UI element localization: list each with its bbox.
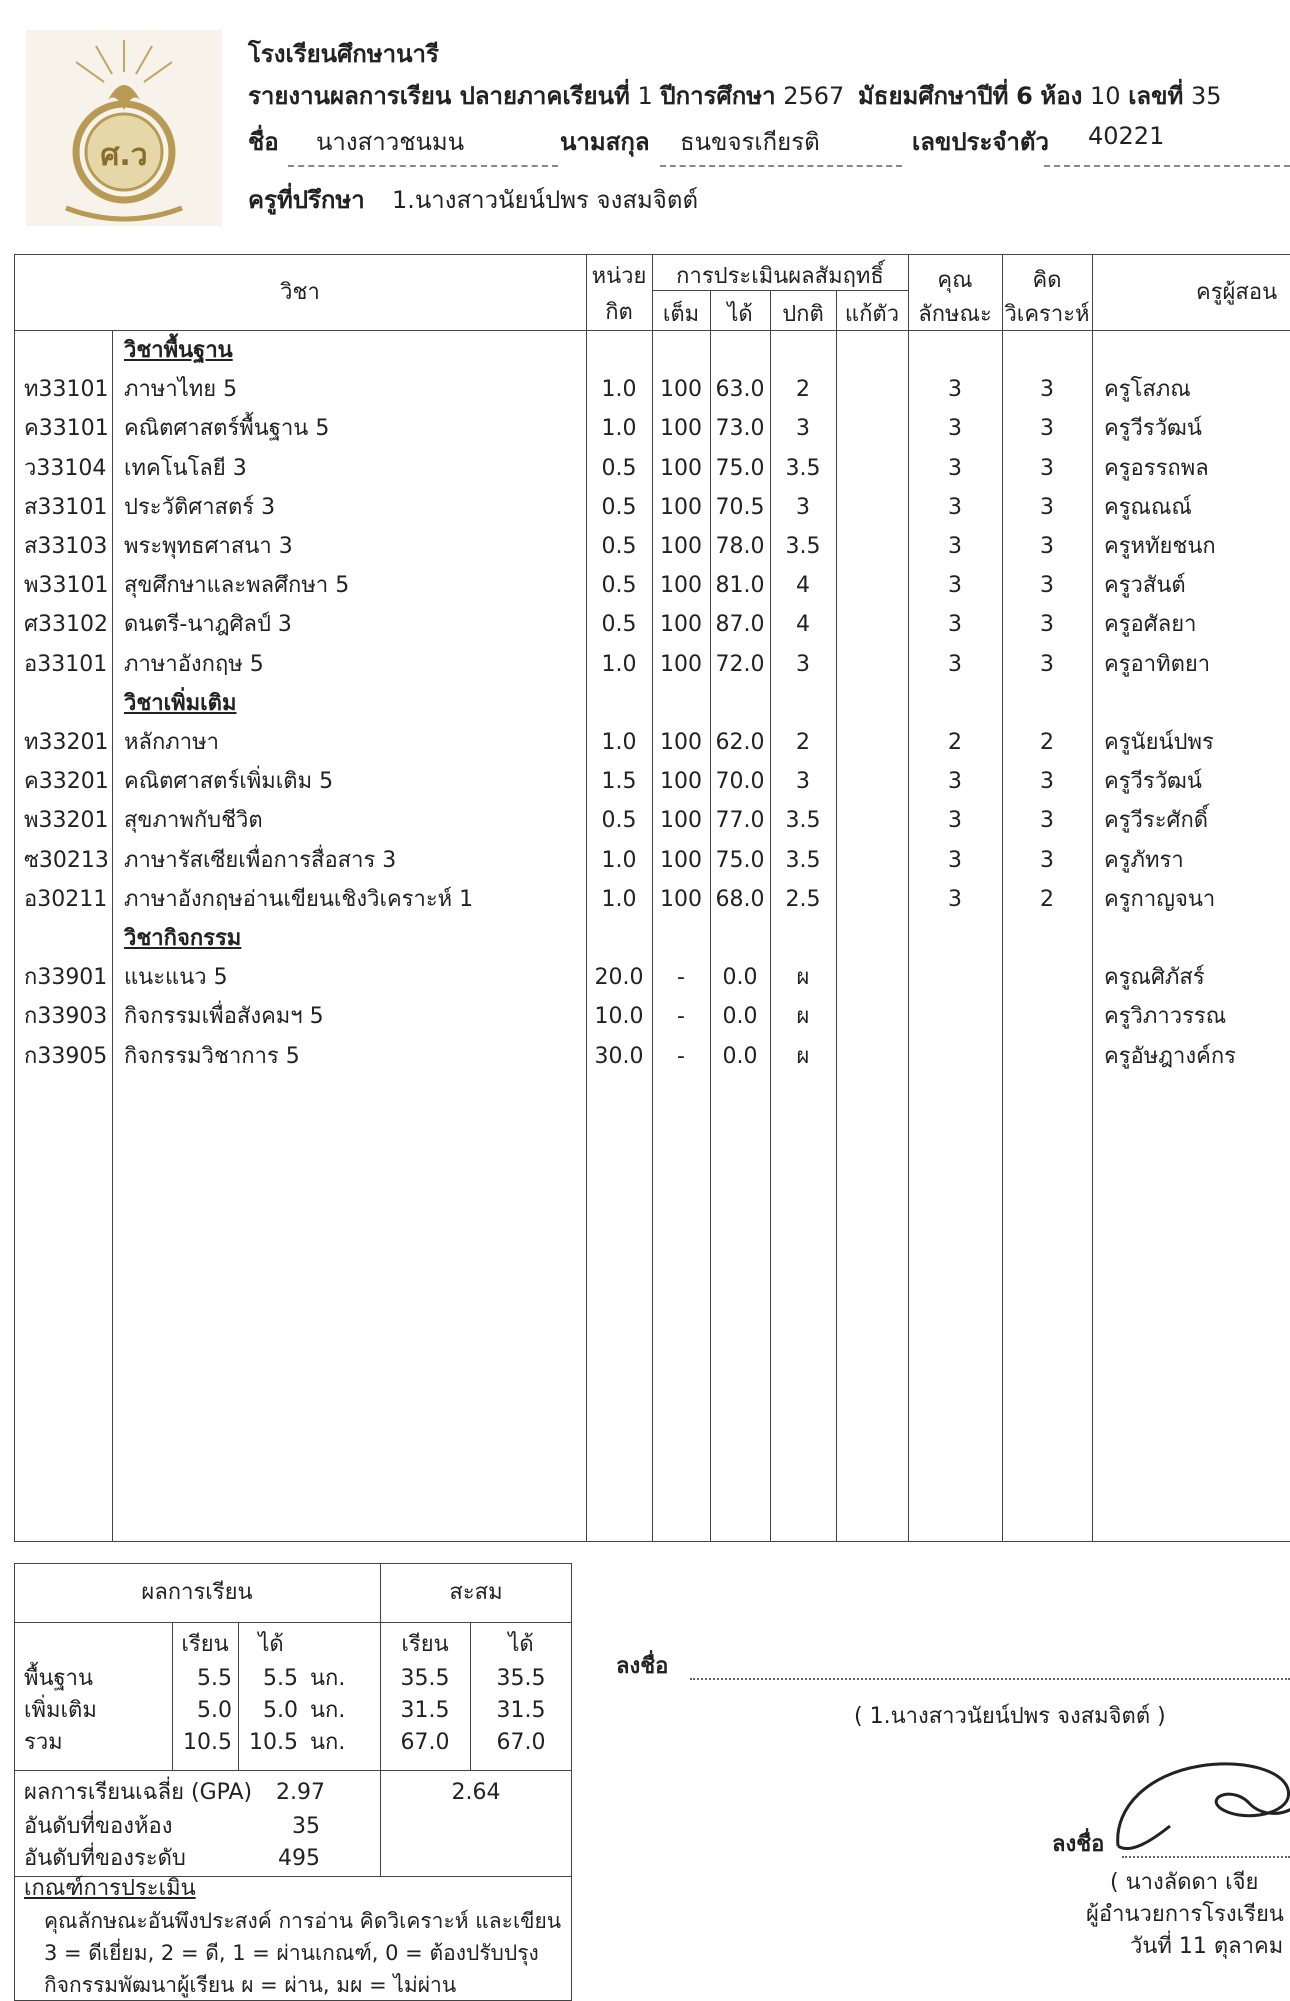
cell-teacher: ครูอรรถพล xyxy=(1104,455,1209,481)
advisor-sign-line xyxy=(690,1678,1290,1680)
cell-think: 2 xyxy=(1040,886,1054,912)
cell-think: 3 xyxy=(1040,416,1054,442)
summary-unit: นก. xyxy=(310,1698,346,1723)
cell-unit: 1.0 xyxy=(601,886,637,912)
cell-unit: 1.0 xyxy=(601,730,637,755)
results-header: ผลการเรียน xyxy=(141,1580,253,1605)
cell-full: - xyxy=(677,1004,685,1030)
cell-unit: 0.5 xyxy=(601,455,637,481)
col-header-character-1: คุณ xyxy=(937,268,973,293)
summary-label: รวม xyxy=(24,1730,63,1755)
cell-code: อ33101 xyxy=(24,651,108,677)
name-label: ชื่อ xyxy=(248,128,279,156)
cell-teacher: ครูโสภณ xyxy=(1104,377,1191,403)
level-rank-label: อันดับที่ของระดับ xyxy=(24,1846,186,1871)
cell-name: เทคโนโลยี 3 xyxy=(124,455,247,481)
surname-dotline xyxy=(660,165,902,167)
col-header-full: เต็ม xyxy=(662,302,700,327)
cell-grade: 2 xyxy=(796,377,810,403)
cell-teacher: ครูอาทิตยา xyxy=(1104,651,1211,677)
cell-got: 73.0 xyxy=(715,416,765,442)
cell-grade: 3.5 xyxy=(785,534,821,559)
summary-label: เพิ่มเติม xyxy=(24,1698,97,1723)
cell-think: 3 xyxy=(1040,494,1054,520)
surname-label: นามสกุล xyxy=(560,128,650,156)
id-dotline xyxy=(1044,165,1290,167)
summary-cum-got: 67.0 xyxy=(496,1730,546,1755)
cell-think: 3 xyxy=(1040,612,1054,638)
cell-code: พ33201 xyxy=(24,808,109,834)
cell-full: 100 xyxy=(660,730,702,755)
cell-teacher: ครูวิภาวรรณ xyxy=(1104,1004,1227,1030)
cell-teacher: ครูณศิภัสร์ xyxy=(1104,965,1205,991)
section-title: วิชาเพิ่มเติม xyxy=(124,690,237,716)
gpa-value: 2.97 xyxy=(276,1780,325,1805)
level-rank-value: 495 xyxy=(278,1846,320,1871)
cell-unit: 1.0 xyxy=(601,377,637,403)
student-surname: ธนขจรเกียรติ xyxy=(680,128,820,156)
col-line-normal xyxy=(836,290,837,1542)
cell-got: 63.0 xyxy=(715,377,765,403)
cum-got-label: ได้ xyxy=(508,1632,534,1657)
summary-line-1 xyxy=(14,1622,572,1623)
summary-cum-study: 67.0 xyxy=(400,1730,450,1755)
cell-grade: 3.5 xyxy=(785,455,821,481)
advisor-name: 1.นางสาวนัยน์ปพร จงสมจิตต์ xyxy=(392,186,699,214)
criteria-line-1: คุณลักษณะอันพึงประสงค์ การอ่าน คิดวิเคราะห์ และเขียน xyxy=(44,1909,562,1933)
cell-think: 3 xyxy=(1040,847,1054,873)
cell-code: ท33201 xyxy=(24,730,109,755)
cell-full: 100 xyxy=(660,808,702,834)
student-id-label: เลขประจำตัว xyxy=(912,128,1049,156)
cell-got: 87.0 xyxy=(715,612,765,638)
director-name: ( นางลัดดา เจีย xyxy=(1110,1870,1259,1895)
cell-char: 3 xyxy=(948,612,962,638)
cell-full: 100 xyxy=(660,612,702,638)
year-label: ปีการศึกษา xyxy=(660,82,776,110)
cell-name: คณิตศาสตร์เพิ่มเติม 5 xyxy=(124,769,334,795)
number-label: เลขที่ xyxy=(1128,82,1184,110)
cell-grade: ผ xyxy=(796,1043,810,1069)
section-title: วิชากิจกรรม xyxy=(124,926,242,951)
report-label: รายงานผลการเรียน ปลายภาคเรียนที่ xyxy=(248,82,630,110)
cell-teacher: ครูวีรวัฒน์ xyxy=(1104,416,1202,442)
cell-got: 0.0 xyxy=(722,1004,758,1030)
cell-code: ก33901 xyxy=(24,965,108,991)
cell-got: 81.0 xyxy=(715,573,765,599)
cell-char: 3 xyxy=(948,494,962,520)
student-id: 40221 xyxy=(1088,122,1165,150)
class-rank-value: 35 xyxy=(292,1814,320,1839)
cell-name: ภาษารัสเซียเพื่อการสื่อสาร 3 xyxy=(124,847,397,873)
cell-teacher: ครูวีรวัฒน์ xyxy=(1104,769,1202,795)
room-value: 10 xyxy=(1090,82,1121,110)
cell-got: 0.0 xyxy=(722,1043,758,1069)
cell-unit: 0.5 xyxy=(601,534,637,559)
director-sign-label: ลงชื่อ xyxy=(1052,1832,1105,1857)
cell-name: ภาษาอังกฤษอ่านเขียนเชิงวิเคราะห์ 1 xyxy=(124,886,474,912)
summary-cum-study: 35.5 xyxy=(400,1666,450,1691)
cell-teacher: ครูนัยน์ปพร xyxy=(1104,730,1214,755)
cell-name: พระพุทธศาสนา 3 xyxy=(124,534,293,559)
cell-full: 100 xyxy=(660,847,702,873)
cell-unit: 1.0 xyxy=(601,847,637,873)
cell-full: 100 xyxy=(660,534,702,559)
cell-unit: 0.5 xyxy=(601,573,637,599)
year-value: 2567 xyxy=(783,82,845,110)
cell-think: 3 xyxy=(1040,377,1054,403)
advisor-sign-label: ลงชื่อ xyxy=(616,1654,669,1679)
grade-label: มัธยมศึกษาปีที่ xyxy=(857,82,1009,110)
cell-name: สุขภาพกับชีวิต xyxy=(124,808,263,834)
cell-char: 3 xyxy=(948,377,962,403)
col-header-think-2: วิเคราะห์ xyxy=(1004,302,1090,327)
grade-value: 6 xyxy=(1016,82,1033,110)
cell-think: 3 xyxy=(1040,455,1054,481)
cell-grade: 3 xyxy=(796,651,810,677)
cell-think: 3 xyxy=(1040,651,1054,677)
cell-unit: 0.5 xyxy=(601,494,637,520)
cell-grade: 3.5 xyxy=(785,847,821,873)
cell-name: ดนตรี-นาฎศิลป์ 3 xyxy=(124,612,292,638)
cell-grade: ผ xyxy=(796,1004,810,1030)
col-header-character-2: ลักษณะ xyxy=(918,302,992,327)
cell-grade: 3 xyxy=(796,416,810,442)
cell-code: ศ33102 xyxy=(24,612,108,638)
summary-cum-got: 35.5 xyxy=(496,1666,546,1691)
cell-got: 62.0 xyxy=(715,730,765,755)
cell-unit: 1.0 xyxy=(601,416,637,442)
cell-teacher: ครูหทัยชนก xyxy=(1104,534,1216,559)
cell-think: 2 xyxy=(1040,730,1054,755)
cell-unit: 0.5 xyxy=(601,612,637,638)
cell-full: 100 xyxy=(660,886,702,912)
cell-unit: 0.5 xyxy=(601,808,637,834)
cell-grade: 4 xyxy=(796,612,810,638)
section-title: วิชาพื้นฐาน xyxy=(124,338,233,363)
criteria-line-2: 3 = ดีเยี่ยม, 2 = ดี, 1 = ผ่านเกณฑ์, 0 = ต้องปรับปรุง xyxy=(44,1941,539,1965)
cell-code: ส33103 xyxy=(24,534,108,559)
col-line-think xyxy=(1092,254,1093,1542)
cell-char: 3 xyxy=(948,886,962,912)
number-value: 35 xyxy=(1190,82,1222,110)
report-title xyxy=(248,76,1222,115)
cell-char: 2 xyxy=(948,730,962,755)
cell-code: ค33201 xyxy=(24,769,109,795)
school-name: โรงเรียนศึกษานารี xyxy=(248,40,439,68)
cell-got: 75.0 xyxy=(715,847,765,873)
cell-grade: 3 xyxy=(796,494,810,520)
col-header-remedial: แก้ตัว xyxy=(844,302,900,327)
cell-code: ว33104 xyxy=(24,455,107,481)
summary-study: 10.5 xyxy=(183,1730,232,1755)
cell-code: พ33101 xyxy=(24,573,109,599)
cell-code: ท33101 xyxy=(24,377,109,403)
summary-got: 10.5 xyxy=(249,1730,298,1755)
cell-char: 3 xyxy=(948,455,962,481)
cell-got: 72.0 xyxy=(715,651,765,677)
cell-char: 3 xyxy=(948,847,962,873)
cell-name: แนะแนว 5 xyxy=(124,965,228,991)
col-header-got: ได้ xyxy=(727,302,753,327)
cell-full: 100 xyxy=(660,416,702,442)
summary-got: 5.5 xyxy=(263,1666,298,1691)
cell-grade: ผ xyxy=(796,965,810,991)
cell-code: อ30211 xyxy=(24,886,108,912)
summary-got: 5.0 xyxy=(263,1698,298,1723)
director-sign-line xyxy=(1122,1856,1290,1858)
name-dotline xyxy=(288,165,558,167)
cell-got: 77.0 xyxy=(715,808,765,834)
advisor-label: ครูที่ปรึกษา xyxy=(248,186,365,214)
summary-line-2 xyxy=(14,1770,572,1771)
summary-study: 5.0 xyxy=(197,1698,232,1723)
cell-code: ซ30213 xyxy=(24,847,109,873)
cell-name: ประวัติศาสตร์ 3 xyxy=(124,494,276,520)
cell-grade: 4 xyxy=(796,573,810,599)
room-label: ห้อง xyxy=(1040,82,1083,110)
cell-got: 0.0 xyxy=(722,965,758,991)
svg-text:ศ.ว: ศ.ว xyxy=(100,138,148,173)
cell-teacher: ครูอัษฎางค์กร xyxy=(1104,1043,1236,1069)
criteria-title: เกณฑ์การประเมิน xyxy=(24,1876,196,1901)
director-signature xyxy=(1110,1746,1290,1856)
advisor-sign-name: ( 1.นางสาวนัยน์ปพร จงสมจิตต์ ) xyxy=(854,1704,1166,1729)
cell-full: 100 xyxy=(660,455,702,481)
cell-unit: 20.0 xyxy=(594,965,644,991)
cell-unit: 10.0 xyxy=(594,1004,644,1030)
cell-code: ค33101 xyxy=(24,416,109,442)
cell-full: - xyxy=(677,965,685,991)
cell-char: 3 xyxy=(948,416,962,442)
cell-name: หลักภาษา xyxy=(124,730,220,755)
cell-full: 100 xyxy=(660,494,702,520)
col-header-unit-2: กิต xyxy=(605,300,633,325)
cell-think: 3 xyxy=(1040,808,1054,834)
cell-grade: 3.5 xyxy=(785,808,821,834)
cell-code: ก33905 xyxy=(24,1043,108,1069)
cell-full: - xyxy=(677,1043,685,1069)
cell-unit: 1.0 xyxy=(601,651,637,677)
summary-study: 5.5 xyxy=(197,1666,232,1691)
cell-name: ภาษาไทย 5 xyxy=(124,377,238,403)
cell-char: 3 xyxy=(948,573,962,599)
cell-think: 3 xyxy=(1040,769,1054,795)
cell-got: 70.0 xyxy=(715,769,765,795)
study-label: เรียน xyxy=(181,1632,229,1657)
col-header-assessment: การประเมินผลสัมฤทธิ์ xyxy=(676,264,884,289)
col-header-unit-1: หน่วย xyxy=(591,264,647,289)
school-logo xyxy=(26,30,222,226)
class-rank-label: อันดับที่ของห้อง xyxy=(24,1814,173,1839)
col-header-normal: ปกติ xyxy=(782,302,824,327)
got-label: ได้ xyxy=(258,1632,284,1657)
cell-char: 3 xyxy=(948,769,962,795)
col-header-teacher: ครูผู้สอน xyxy=(1196,280,1278,305)
cell-name: กิจกรรมวิชาการ 5 xyxy=(124,1043,300,1069)
cell-got: 75.0 xyxy=(715,455,765,481)
summary-label: พื้นฐาน xyxy=(24,1666,94,1691)
cell-char: 3 xyxy=(948,651,962,677)
cell-grade: 2 xyxy=(796,730,810,755)
cell-teacher: ครูณณณ์ xyxy=(1104,494,1192,520)
cell-name: กิจกรรมเพื่อสังคมฯ 5 xyxy=(124,1004,324,1030)
cell-got: 78.0 xyxy=(715,534,765,559)
summary-cum-got: 31.5 xyxy=(496,1698,546,1723)
cell-full: 100 xyxy=(660,651,702,677)
cell-unit: 1.5 xyxy=(601,769,637,795)
semester-value: 1 xyxy=(637,82,653,110)
summary-unit: นก. xyxy=(310,1666,346,1691)
cell-teacher: ครูวีระศักดิ์ xyxy=(1104,808,1209,834)
cell-full: 100 xyxy=(660,377,702,403)
col-line-code xyxy=(112,330,113,1542)
report-date: วันที่ 11 ตุลาคม xyxy=(1130,1934,1284,1959)
cell-code: ส33101 xyxy=(24,494,108,520)
cell-char: 3 xyxy=(948,534,962,559)
criteria-line-3: กิจกรรมพัฒนาผู้เรียน ผ = ผ่าน, มผ = ไม่ผ่าน xyxy=(44,1973,457,1997)
summary-unit: นก. xyxy=(310,1730,346,1755)
cell-teacher: ครูอศัลยา xyxy=(1104,612,1197,638)
cumulative-header: สะสม xyxy=(449,1580,503,1605)
cell-char: 3 xyxy=(948,808,962,834)
cell-teacher: ครูวสันต์ xyxy=(1104,573,1186,599)
cell-got: 70.5 xyxy=(715,494,765,520)
col-header-think-1: คิด xyxy=(1032,268,1062,293)
cell-grade: 2.5 xyxy=(785,886,821,912)
cell-unit: 30.0 xyxy=(594,1043,644,1069)
gpa-label: ผลการเรียนเฉลี่ย (GPA) xyxy=(24,1780,253,1805)
cell-grade: 3 xyxy=(796,769,810,795)
cum-gpa-value: 2.64 xyxy=(451,1780,501,1805)
cell-full: 100 xyxy=(660,769,702,795)
director-title: ผู้อำนวยการโรงเรียน xyxy=(1086,1902,1284,1927)
col-header-subject: วิชา xyxy=(280,280,320,305)
student-name: นางสาวชนมน xyxy=(316,128,465,156)
cell-name: สุขศึกษาและพลศึกษา 5 xyxy=(124,573,350,599)
cell-got: 68.0 xyxy=(715,886,765,912)
cell-think: 3 xyxy=(1040,573,1054,599)
cell-name: ภาษาอังกฤษ 5 xyxy=(124,651,264,677)
cell-teacher: ครูภัทรา xyxy=(1104,847,1184,873)
summary-cum-study: 31.5 xyxy=(400,1698,450,1723)
cell-name: คณิตศาสตร์พื้นฐาน 5 xyxy=(124,416,330,442)
cell-think: 3 xyxy=(1040,534,1054,559)
cum-study-label: เรียน xyxy=(401,1632,449,1657)
cell-teacher: ครูกาญจนา xyxy=(1104,886,1216,912)
cell-code: ก33903 xyxy=(24,1004,108,1030)
cell-full: 100 xyxy=(660,573,702,599)
